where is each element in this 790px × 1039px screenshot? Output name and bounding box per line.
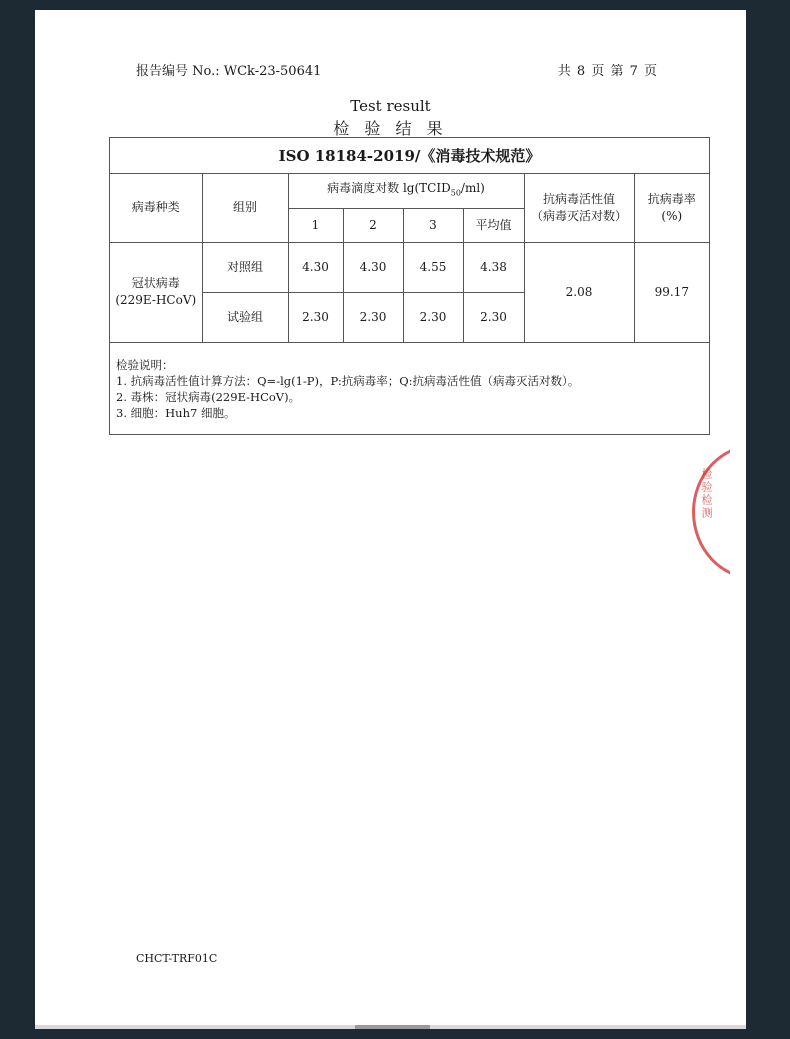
- header-group: 组别: [202, 174, 288, 242]
- header-activity-line2: （病毒灭活对数）: [531, 208, 628, 223]
- virus-name-cell: [110, 242, 202, 342]
- group-cell: 对照组: [202, 242, 288, 292]
- rate-value-cell: 99.17: [634, 242, 709, 342]
- avg-cell: 4.38: [463, 242, 524, 292]
- value-cell: 2.30: [288, 292, 343, 342]
- header-titer-suffix: /ml): [460, 181, 485, 196]
- form-code: CHCT-TRF01C: [136, 952, 218, 965]
- group-cell: 试验组: [202, 292, 288, 342]
- header-col-avg: 平均值: [463, 208, 524, 242]
- virus-name-line2: (229E-HCoV): [115, 293, 197, 307]
- header-activity: [524, 174, 634, 242]
- header-virus-type: 病毒种类: [110, 174, 202, 242]
- results-table: [110, 174, 709, 343]
- red-seal-stamp: [690, 440, 730, 580]
- header-titer-sub: 50: [450, 188, 461, 198]
- header-col-1: 1: [288, 208, 343, 242]
- standard-title: ISO 18184-2019/《消毒技术规范》: [110, 138, 709, 174]
- header-activity-line1: 抗病毒活性值: [543, 191, 616, 206]
- avg-cell: 2.30: [463, 292, 524, 342]
- seal-text: 检验检测: [700, 468, 713, 520]
- value-cell: 4.30: [343, 242, 403, 292]
- header-col-3: 3: [403, 208, 463, 242]
- header-rate: [634, 174, 709, 242]
- page-indicator: 共 8 页 第 7 页: [557, 64, 658, 79]
- table-header-row: [110, 174, 709, 208]
- virus-name-line1: 冠状病毒: [131, 276, 180, 290]
- title-english: Test result: [350, 97, 431, 115]
- title-chinese: 检 验 结 果: [333, 119, 448, 138]
- header-titer-prefix: 病毒滴度对数 lg(TCID: [327, 181, 451, 196]
- scrollbar-thumb[interactable]: [355, 1025, 430, 1029]
- note-item: 2. 毒株：冠状病毒(229E-HCoV)。: [116, 390, 301, 404]
- note-item: 1. 抗病毒活性值计算方法：Q=-lg(1-P)，P:抗病毒率；Q:抗病毒活性值（病毒灭活对数）。: [116, 374, 580, 388]
- value-cell: 2.30: [403, 292, 463, 342]
- test-notes: [116, 357, 579, 421]
- header-rate-line2: (%): [661, 208, 683, 223]
- activity-value-cell: 2.08: [524, 242, 634, 342]
- header-titer: [288, 174, 524, 208]
- header-rate-line1: 抗病毒率: [647, 191, 696, 206]
- table-row: [110, 242, 709, 292]
- note-item: 3. 细胞：Huh7 细胞。: [116, 406, 236, 420]
- value-cell: 2.30: [343, 292, 403, 342]
- value-cell: 4.30: [288, 242, 343, 292]
- header-col-2: 2: [343, 208, 403, 242]
- report-page: [35, 10, 746, 1028]
- horizontal-scrollbar[interactable]: [35, 1025, 746, 1029]
- notes-title: 检验说明：: [116, 358, 174, 372]
- results-box: [109, 137, 710, 435]
- value-cell: 4.55: [403, 242, 463, 292]
- report-number: 报告编号 No.: WCk-23-50641: [136, 64, 322, 79]
